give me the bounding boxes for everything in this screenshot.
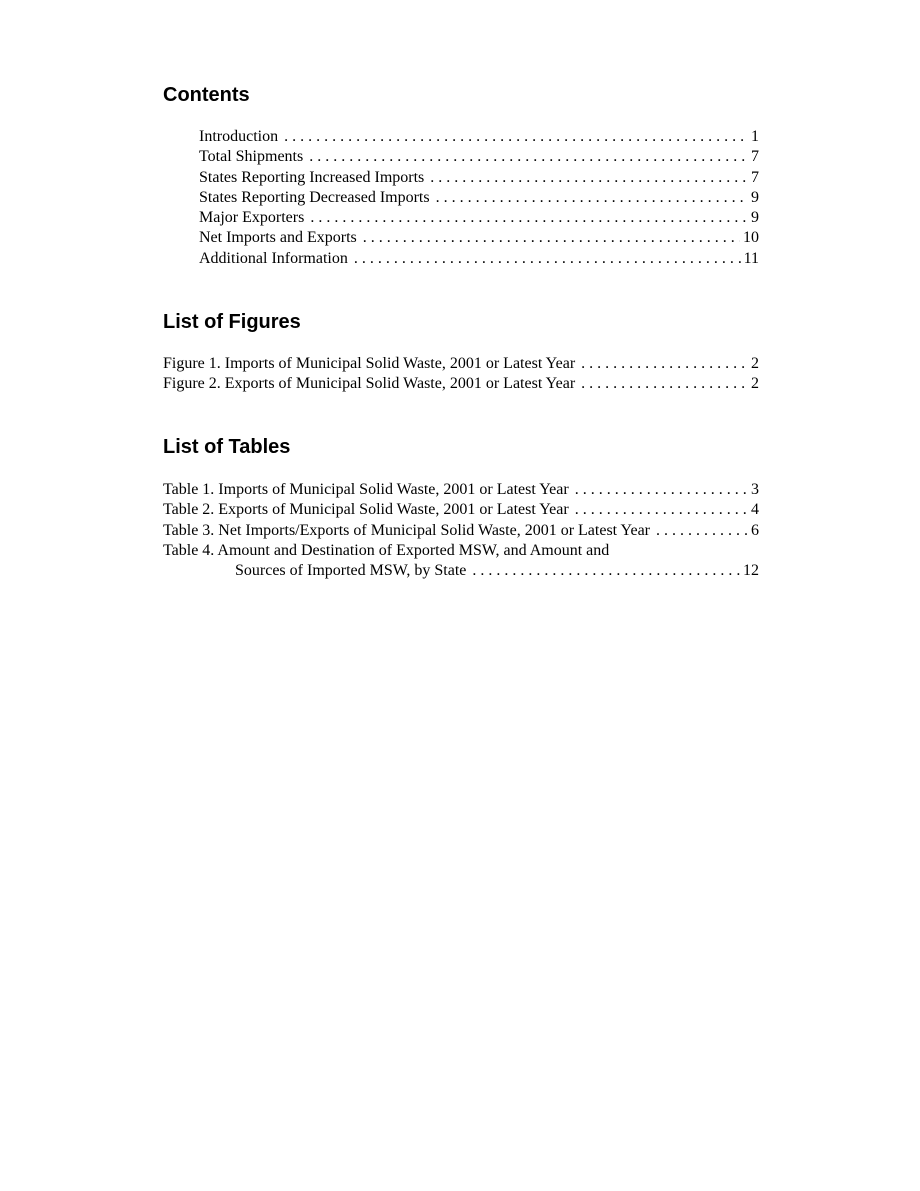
tables-heading: List of Tables (163, 436, 291, 458)
dot-leader (436, 188, 748, 208)
toc-entry-major-exporters[interactable]: Major Exporters . . . 9 (163, 208, 759, 228)
toc-entry-additional-information[interactable]: Additional Information . . . 11 (163, 249, 759, 269)
table-entry-1[interactable]: Table 1. Imports of Municipal Solid Waste, 2001 or Latest Year . . . 3 (163, 480, 759, 500)
contents-list (163, 127, 759, 269)
figures-heading: List of Figures (163, 311, 301, 333)
dot-leader (363, 228, 740, 248)
figure-entry-1[interactable]: Figure 1. Imports of Municipal Solid Waste, 2001 or Latest Year . . . 2 (163, 354, 759, 374)
dot-leader (310, 208, 748, 228)
dot-leader (581, 354, 748, 374)
dot-leader (284, 127, 748, 147)
toc-entry-increased-imports[interactable]: States Reporting Increased Imports . . . 7 (163, 168, 759, 188)
figures-list (163, 354, 759, 395)
dot-leader (656, 521, 748, 541)
tables-list (163, 480, 759, 581)
dot-leader (575, 500, 748, 520)
table-entry-2[interactable]: Table 2. Exports of Municipal Solid Waste, 2001 or Latest Year . . . 4 (163, 500, 759, 520)
figure-entry-2[interactable]: Figure 2. Exports of Municipal Solid Waste, 2001 or Latest Year . . . 2 (163, 374, 759, 394)
dot-leader (575, 480, 748, 500)
toc-entry-net-imports-exports[interactable]: Net Imports and Exports . . . 10 (163, 228, 759, 248)
dot-leader (354, 249, 741, 269)
contents-heading: Contents (163, 84, 250, 106)
table-entry-4-continuation[interactable]: Sources of Imported MSW, by State . . . 12 (163, 561, 759, 581)
dot-leader (309, 147, 748, 167)
table-entry-3[interactable]: Table 3. Net Imports/Exports of Municipal Solid Waste, 2001 or Latest Year . . . 6 (163, 521, 759, 541)
toc-entry-introduction[interactable]: Introduction . . . 1 (163, 127, 759, 147)
dot-leader (472, 561, 740, 581)
toc-entry-total-shipments[interactable]: Total Shipments . . . 7 (163, 147, 759, 167)
table-entry-4[interactable]: Table 4. Amount and Destination of Exported MSW, and Amount and (163, 541, 610, 559)
dot-leader (581, 374, 748, 394)
dot-leader (430, 168, 748, 188)
toc-entry-decreased-imports[interactable]: States Reporting Decreased Imports . . . 9 (163, 188, 759, 208)
